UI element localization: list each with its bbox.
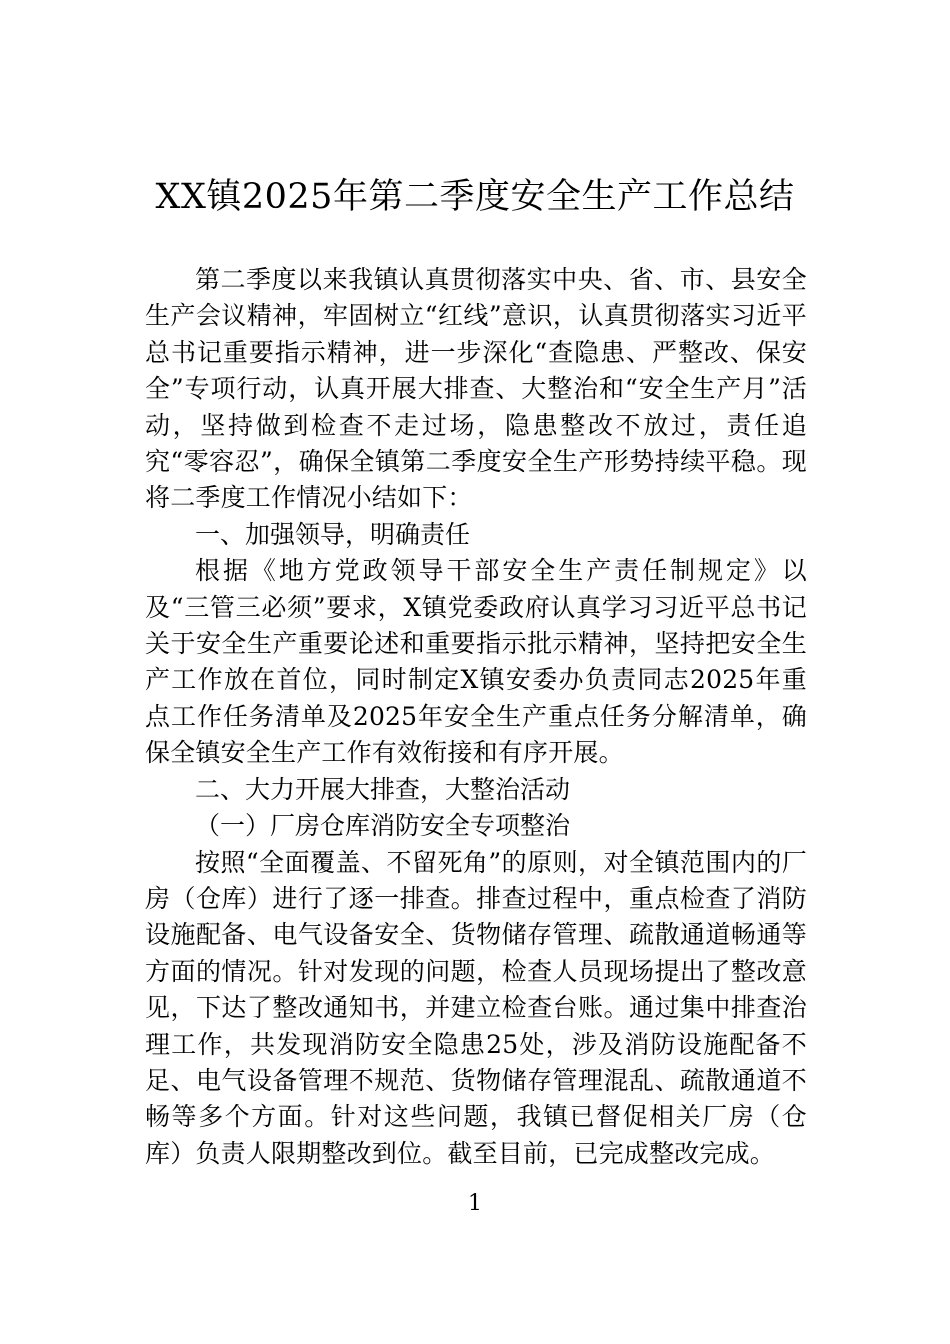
page-number: 1	[468, 1191, 482, 1216]
document-title: XX镇2025年第二季度安全生产工作总结	[155, 177, 795, 217]
section-2-1-paragraph: 按照“全面覆盖、不留死角”的原则，对全镇范围内的厂房（仓库）进行了逐一排查。排查过程中，重点检查了消防设施配备、电气设备安全、货物储存管理、疏散通道畅通等方面的情况。针对发现的问题，检查人员现场提出了整改意见，下达了整改通知书，并建立检查台账。通过集中排查治理工作，共发现消防安全隐患25处，涉及消防设施配备不足、电气设备管理不规范、货物储存管理混乱、疏散通道不畅等多个方面。针对这些问题，我镇已督促相关厂房（仓库）负责人限期整改到位。截至目前，已完成整改完成。	[145, 847, 807, 1168]
intro-paragraph: 第二季度以来我镇认真贯彻落实中央、省、市、县安全生产会议精神，牢固树立“红线”意识，认真贯彻落实习近平总书记重要指示精神，进一步深化“查隐患、严整改、保安全”专项行动，认真开展大排查、大整治和“安全生产月”活动，坚持做到检查不走过场，隐患整改不放过，责任追究“零容忍”，确保全镇第二季度安全生产形势持续平稳。现将二季度工作情况小结如下：	[145, 265, 807, 513]
section-1-paragraph: 根据《地方党政领导干部安全生产责任制规定》以及“三管三必须”要求，X镇党委政府认真学习习近平总书记关于安全生产重要论述和重要指示批示精神，坚持把安全生产工作放在首位，同时制定X镇安委办负责同志2025年重点工作任务清单及2025年安全生产重点任务分解清单，确保全镇安全生产工作有效衔接和有序开展。	[145, 556, 807, 768]
document-body	[145, 262, 807, 1172]
section-2-1-heading: （一）厂房仓库消防安全专项整治	[195, 811, 571, 841]
section-1-heading: 一、加强领导，明确责任	[195, 519, 471, 549]
section-2-heading: 二、大力开展大排查，大整治活动	[195, 774, 571, 804]
